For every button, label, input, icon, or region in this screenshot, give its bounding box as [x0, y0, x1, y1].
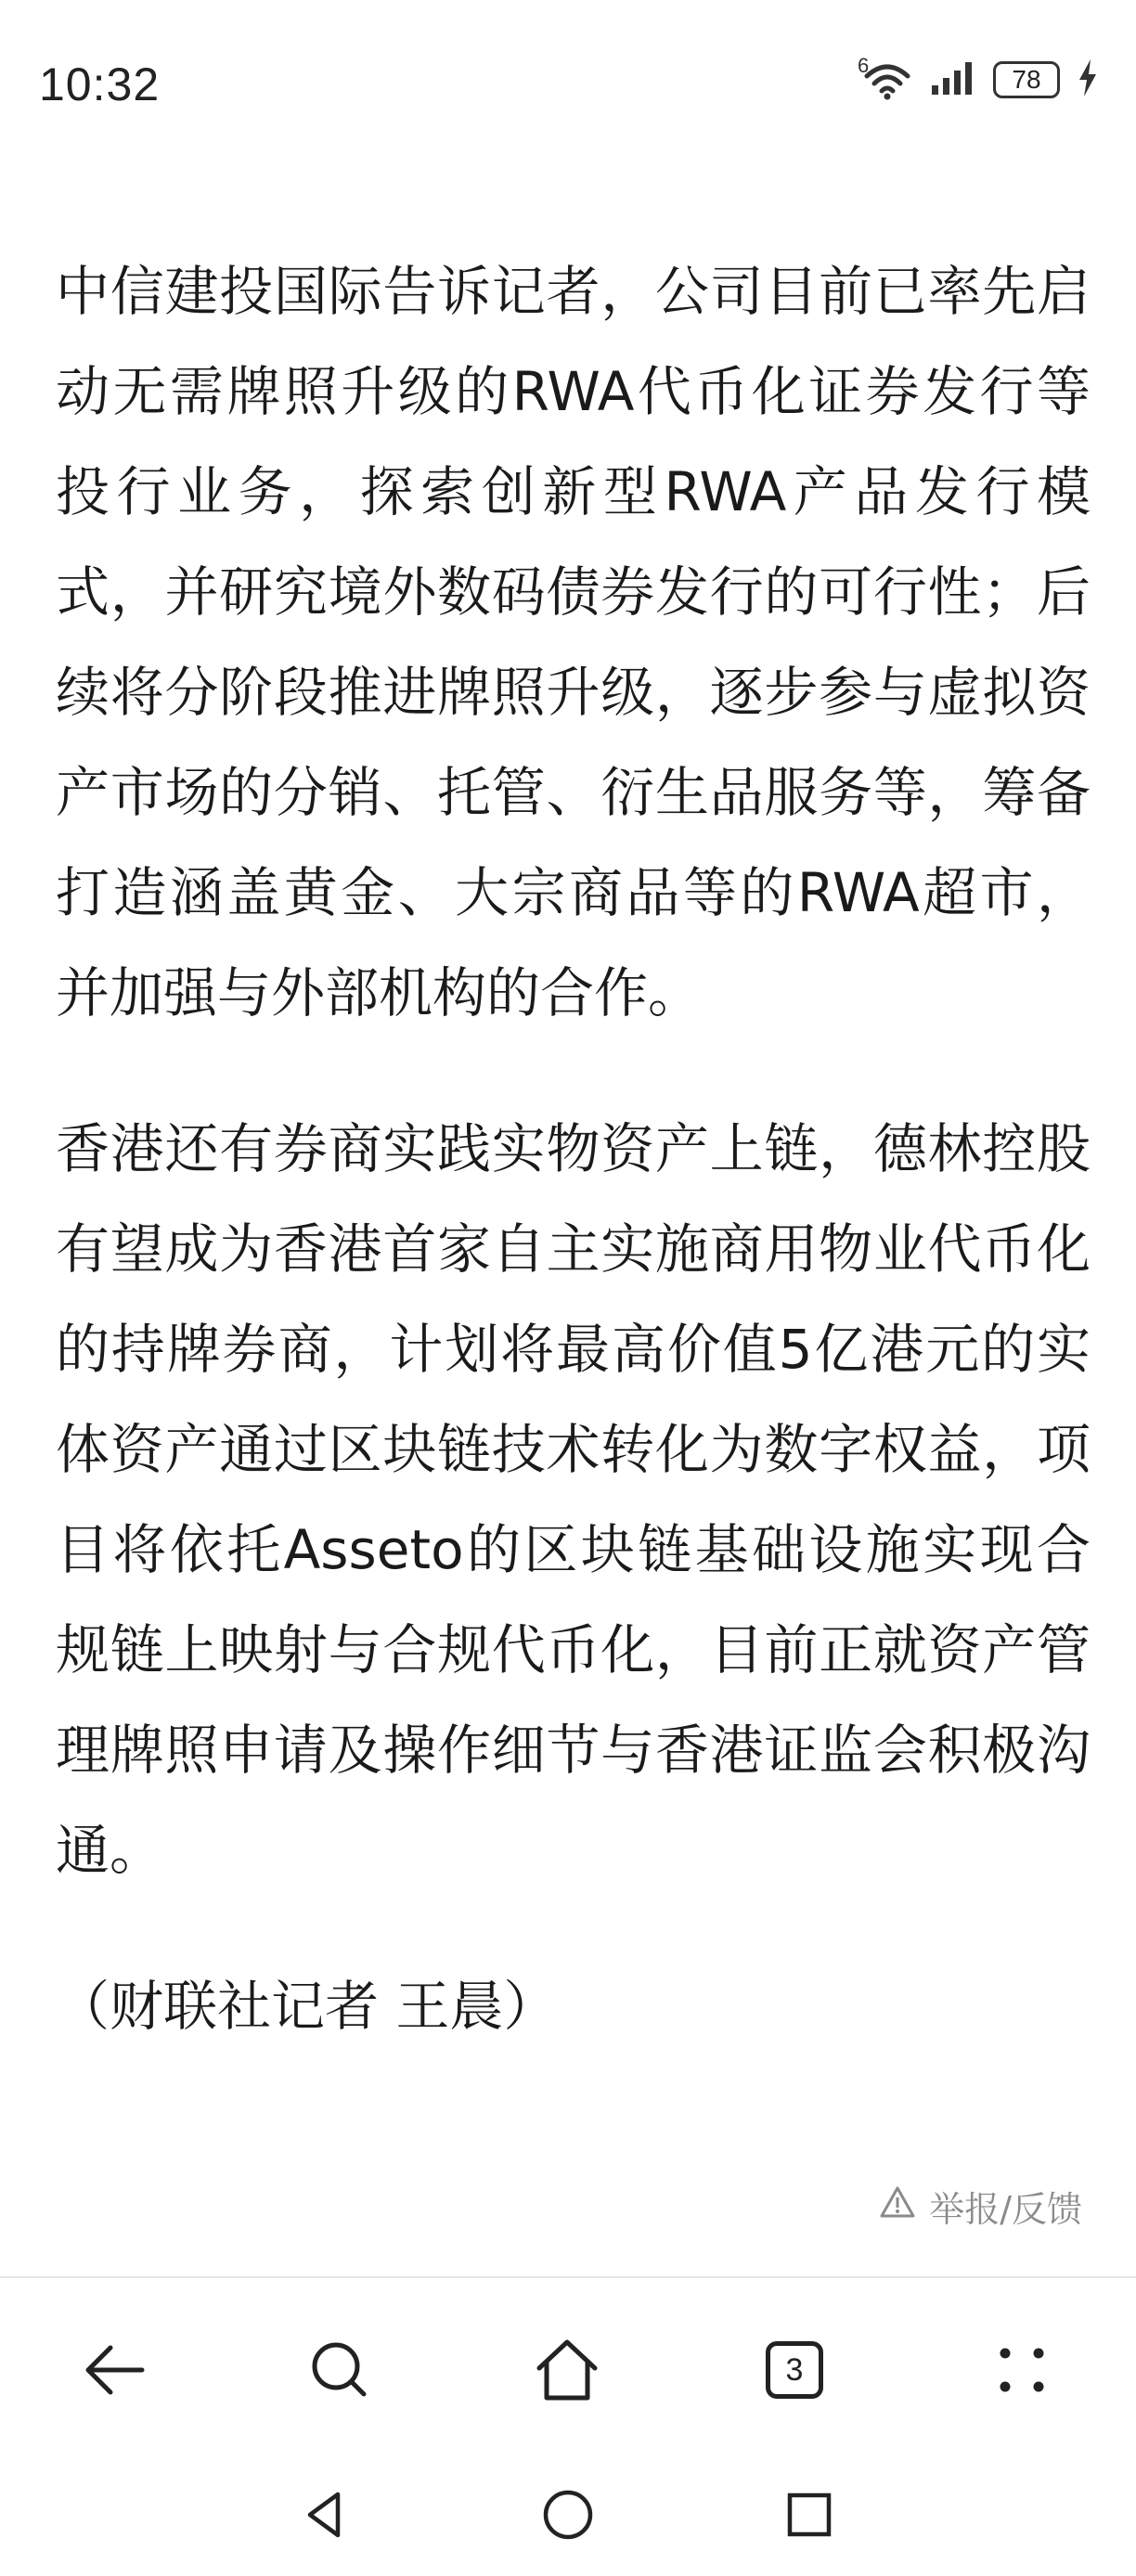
- nav-recents-icon: [781, 2487, 837, 2543]
- article-paragraph-2: 香港还有券商实践实物资产上链，德林控股有望成为香港首家自主实施商用物业代币化的持牌券商，计划将最高价值5亿港元的实体资产通过区块链技术转化为数字权益，项目将依托Asseto的区块链基础设施实现合规链上映射与合规代币化，目前正就资产管理牌照申请及操作细节与香港证监会积极沟通。: [56, 1117, 1091, 1882]
- charging-icon: [1077, 58, 1099, 102]
- back-button[interactable]: [70, 2325, 159, 2415]
- system-nav-bar: [0, 2459, 1136, 2576]
- report-feedback-label: 举报/反馈: [929, 2189, 1082, 2230]
- toolbar-divider: [0, 2276, 1136, 2278]
- nav-recents-button[interactable]: [772, 2478, 846, 2552]
- status-bar: [0, 0, 1136, 167]
- wifi-icon: [858, 54, 913, 100]
- nav-home-button[interactable]: [531, 2478, 605, 2552]
- search-button[interactable]: [295, 2325, 384, 2415]
- more-button[interactable]: [977, 2325, 1066, 2415]
- search-icon: [303, 2333, 377, 2407]
- battery-icon: 78: [993, 61, 1060, 98]
- status-icons: [858, 54, 1099, 102]
- nav-back-button[interactable]: [288, 2478, 362, 2552]
- more-icon: [985, 2333, 1059, 2407]
- nav-back-icon: [297, 2487, 353, 2543]
- tabs-icon: [766, 2341, 823, 2399]
- article-body: [56, 241, 1091, 2056]
- home-button[interactable]: [523, 2325, 612, 2415]
- article-byline: （财联社记者 王晨）: [56, 1975, 558, 2038]
- home-icon: [530, 2333, 604, 2407]
- browser-toolbar: [0, 2279, 1136, 2455]
- tabs-button[interactable]: [750, 2325, 839, 2415]
- warning-icon: [879, 2185, 916, 2227]
- back-arrow-icon: [77, 2333, 151, 2407]
- signal-icon: [930, 59, 976, 100]
- article-paragraph-1: 中信建投国际告诉记者，公司目前已率先启动无需牌照升级的RWA代币化证券发行等投行业务，探索创新型RWA产品发行模式，并研究境外数码债券发行的可行性；后续将分阶段推进牌照升级，逐步参与虚拟资产市场的分销、托管、衍生品服务等，筹备打造涵盖黄金、大宗商品等的RWA超市，并加强与外部机构的合作。: [56, 260, 1091, 1024]
- tab-count: 3: [785, 2351, 804, 2388]
- nav-home-icon: [540, 2487, 596, 2543]
- status-time: 10:32: [39, 58, 161, 110]
- report-feedback-link[interactable]: [879, 2181, 1082, 2232]
- wifi-label: 6: [858, 54, 870, 77]
